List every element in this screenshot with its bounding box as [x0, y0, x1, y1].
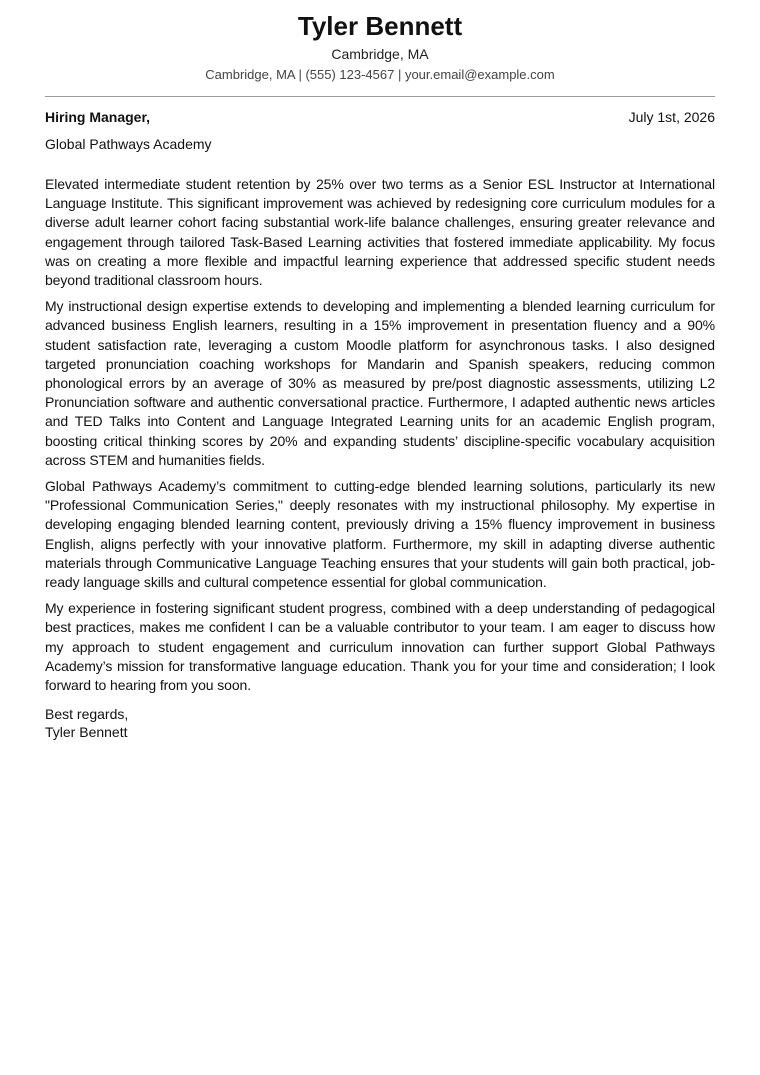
- recipient-organization: Global Pathways Academy: [45, 136, 212, 152]
- letter-body: [45, 175, 715, 695]
- body-paragraph-3: Global Pathways Academy’s commitment to cutting-edge blended learning solutions, particularly its new "Professional Communication Series," deeply resonates with my instructional philosophy. My expertise in developing engaging blended learning content, previously driving a 15% fluency improvement in business English, aligns perfectly with your innovative platform. Furthermore, my skill in adapting diverse authentic materials through Communicative Language Teaching ensures that your students will gain both practical, job-ready language skills and cultural competence essential for global communication.: [45, 478, 715, 591]
- letter-date: July 1st, 2026: [628, 109, 715, 125]
- sender-contact-line: Cambridge, MA | (555) 123-4567 | your.email@example.com: [205, 67, 555, 82]
- closing-phrase: Best regards,: [45, 706, 129, 723]
- body-paragraph-1: Elevated intermediate student retention by 25% over two terms as a Senior ESL Instructor at International Language Institute. This significant improvement was achieved by redesigning core curriculum modules for a diverse adult learner cohort facing substantial work-life balance challenges, ensuring greater relevance and engagement through tailored Task-Based Learning activities that fostered immediate applicability. My focus was on creating a more flexible and impactful learning experience that addressed specific student needs beyond traditional classroom hours.: [45, 176, 715, 289]
- sender-name: Tyler Bennett: [297, 11, 463, 41]
- header-divider: [45, 96, 715, 97]
- letter-closing: [45, 705, 715, 741]
- body-paragraph-4: My experience in fostering significant student progress, combined with a deep understanding of pedagogical best practices, makes me confident I can be a valuable contributor to your team. I am eager to discuss how my approach to student engagement and curriculum innovation can further support Global Pathways Academy’s mission for transformative language education. Thank you for your time and consideration; I look forward to hearing from you soon.: [45, 600, 715, 694]
- sender-location: Cambridge, MA: [331, 46, 429, 62]
- letter-header: [45, 10, 715, 84]
- recipient-salutation: Hiring Manager,: [45, 109, 151, 125]
- signature-name: Tyler Bennett: [45, 724, 128, 741]
- recipient-date-row: [45, 107, 715, 127]
- body-paragraph-2: My instructional design expertise extends to developing and implementing a blended learning curriculum for advanced business English learners, resulting in a 15% improvement in presentation fluency and a 90% student satisfaction rate, leveraging a custom Moodle platform for asynchronous tasks. I also designed targeted pronunciation coaching workshops for Mandarin and Spanish speakers, reducing common phonological errors by an average of 30% as measured by pre/post diagnostic assessments, utilizing L2 Pronunciation software and authentic conversational practice. Furthermore, I adapted authentic news articles and TED Talks into Content and Language Integrated Learning units for an academic English program, boosting critical thinking scores by 20% and expanding students’ discipline-specific vocabulary acquisition across STEM and humanities fields.: [45, 298, 715, 468]
